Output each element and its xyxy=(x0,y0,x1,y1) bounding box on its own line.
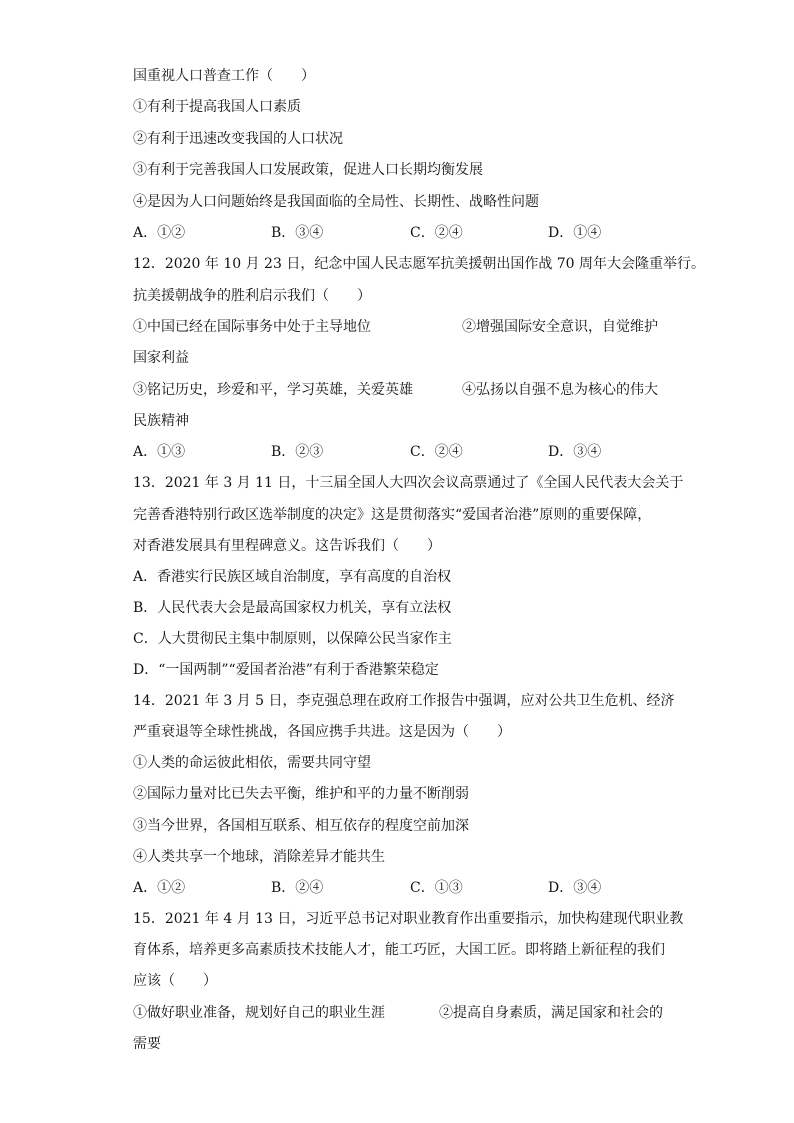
q14-choice-c: C．①③ xyxy=(410,880,463,896)
q14-choice-a: A．①② xyxy=(133,880,186,896)
q12-option-4-cont: 民族精神 xyxy=(133,413,189,429)
q12-option-2-cont: 国家利益 xyxy=(133,350,189,366)
q14-option-1: ①人类的命运彼此相依，需要共同守望 xyxy=(133,755,371,771)
q12-choice-d: D．③④ xyxy=(548,444,602,460)
q12-choice-a: A．①③ xyxy=(133,444,186,460)
q11-choice-b: B．③④ xyxy=(271,225,324,241)
q11-option-4: ④是因为人口问题始终是我国面临的全局性、长期性、战略性问题 xyxy=(133,194,539,210)
q12-choice-c: C．②④ xyxy=(410,444,463,460)
q14-choice-b: B．②④ xyxy=(271,880,324,896)
q13-option-d: D．“一国两制”“爱国者治港”有利于香港繁荣稳定 xyxy=(133,662,439,678)
q14-stem-line-2: 严重衰退等全球性挑战，各国应携手共进。这是因为（ ） xyxy=(133,724,511,740)
q15-option-2-cont: 需要 xyxy=(133,1036,161,1052)
q12-stem-line-1: 12．2020 年 10 月 23 日，纪念中国人民志愿军抗美援朝出国作战 70 周年大会隆重举行。 xyxy=(133,256,706,272)
q11-choice-d: D．①④ xyxy=(548,225,602,241)
q12-stem-line-2: 抗美援朝战争的胜利启示我们（ ） xyxy=(133,288,371,304)
q12-option-4: ④弘扬以自强不息为核心的伟大 xyxy=(462,382,658,398)
q11-stem-tail: 国重视人口普查工作（ ） xyxy=(133,68,315,84)
q12-option-2: ②增强国际安全意识，自觉维护 xyxy=(462,319,658,335)
q13-stem-line-1: 13．2021 年 3 月 11 日，十三届全国人大四次会议高票通过了《全国人民代表大会关于 xyxy=(133,475,684,491)
q11-option-3: ③有利于完善我国人口发展政策，促进人口长期均衡发展 xyxy=(133,162,483,178)
q14-option-2: ②国际力量对比已失去平衡，维护和平的力量不断削弱 xyxy=(133,786,469,802)
q13-option-c: C．人大贯彻民主集中制原则，以保障公民当家作主 xyxy=(133,631,452,647)
q11-choice-c: C．②④ xyxy=(410,225,463,241)
q15-stem-line-3: 应该（ ） xyxy=(133,973,217,989)
q13-stem-line-3: 对香港发展具有里程碑意义。这告诉我们（ ） xyxy=(133,538,441,554)
q14-option-4: ④人类共享一个地球，消除差异才能共生 xyxy=(133,849,385,865)
q11-option-2: ②有利于迅速改变我国的人口状况 xyxy=(133,131,343,147)
q13-option-a: A．香港实行民族区域自治制度，享有高度的自治权 xyxy=(133,569,452,585)
q12-option-3: ③铭记历史，珍爱和平，学习英雄，关爱英雄 xyxy=(133,382,413,398)
q14-stem-line-1: 14．2021 年 3 月 5 日，李克强总理在政府工作报告中强调，应对公共卫生危机、经济 xyxy=(133,693,675,709)
q14-option-3: ③当今世界，各国相互联系、相互依存的程度空前加深 xyxy=(133,818,469,834)
q15-stem-line-1: 15．2021 年 4 月 13 日，习近平总书记对职业教育作出重要指示，加快构建现代职业教 xyxy=(133,911,684,927)
q15-stem-line-2: 育体系，培养更多高素质技术技能人才，能工巧匠，大国工匠。即将踏上新征程的我们 xyxy=(133,942,665,958)
q13-stem-line-2: 完善香港特别行政区选举制度的决定》这是贯彻落实“爱国者治港”原则的重要保障， xyxy=(133,507,652,523)
q11-choice-a: A．①② xyxy=(133,225,186,241)
q11-option-1: ①有利于提高我国人口素质 xyxy=(133,99,301,115)
q12-choice-b: B．②③ xyxy=(271,444,324,460)
q12-option-1: ①中国已经在国际事务中处于主导地位 xyxy=(133,319,371,335)
q15-option-2: ②提高自身素质，满足国家和社会的 xyxy=(439,1005,663,1021)
q14-choice-d: D．③④ xyxy=(548,880,602,896)
q13-option-b: B．人民代表大会是最高国家权力机关，享有立法权 xyxy=(133,600,452,616)
q15-option-1: ①做好职业准备，规划好自己的职业生涯 xyxy=(133,1005,385,1021)
